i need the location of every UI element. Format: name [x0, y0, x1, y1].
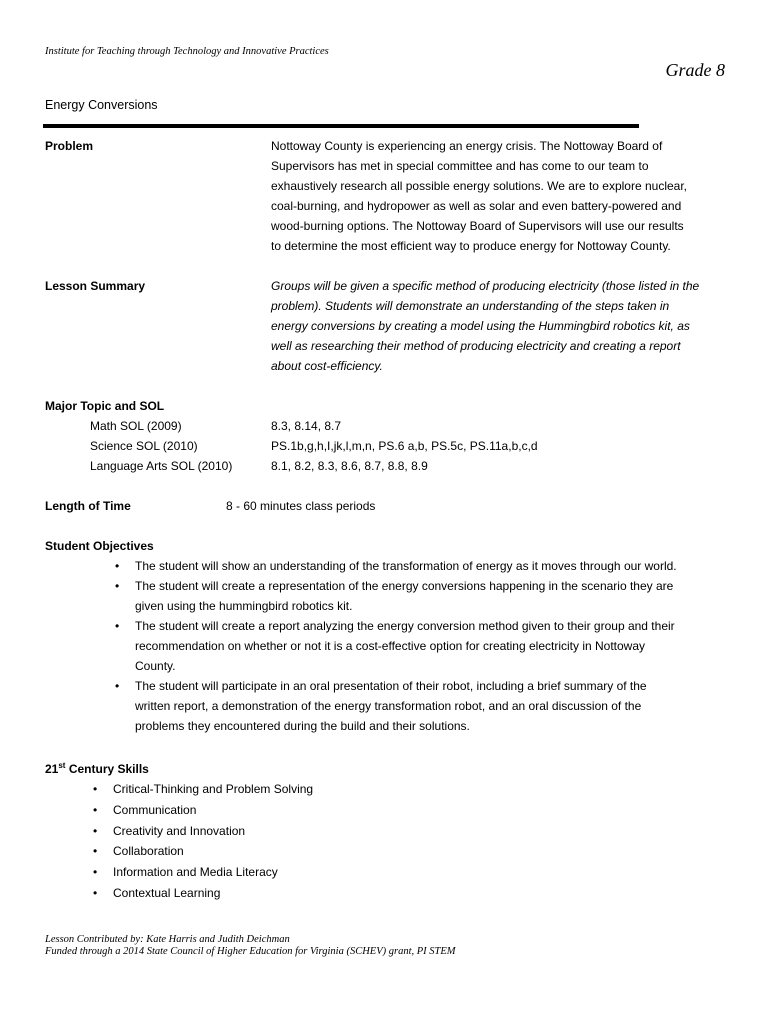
skill-label: Communication [113, 802, 197, 817]
bullet-icon: • [93, 782, 98, 796]
grade-label: Grade 8 [665, 60, 725, 80]
lesson-summary-text [271, 276, 741, 376]
bullet-icon: • [93, 844, 98, 859]
objective-item [115, 556, 725, 576]
science-sol-label: Science SOL (2010) [90, 439, 198, 453]
skill-label: Collaboration [113, 844, 184, 859]
summary-line: Groups will be given a specific method of producing electricity (those listed in the [271, 279, 700, 293]
objective-line: The student will participate in an oral presentation of their robot, including a brief summary of the [135, 679, 647, 693]
skills-list [93, 779, 314, 904]
bullet-icon: • [93, 885, 98, 900]
skill-label: Critical-Thinking and Problem Solving [113, 782, 314, 796]
lesson-title: Energy Conversions [45, 98, 158, 112]
problem-line: Nottoway County is experiencing an energy crisis. The Nottoway Board of [271, 139, 663, 153]
title-divider [43, 124, 639, 128]
bullet-icon: • [115, 579, 120, 593]
problem-line: coal-burning, and hydropower as well as solar and even battery-powered and [271, 199, 682, 213]
skill-item [93, 841, 313, 862]
bullet-icon: • [115, 679, 120, 693]
skill-label: Contextual Learning [113, 885, 221, 900]
objective-line: recommendation on whether or not it is a cost-effective option for creating electricity in Nottoway [135, 639, 646, 653]
objective-item [115, 616, 725, 676]
length-of-time-label: Length of Time [45, 499, 131, 513]
bullet-icon: • [93, 865, 98, 880]
summary-line: problem). Students will demonstrate an understanding of the steps taken in [271, 299, 670, 313]
bullet-icon: • [93, 802, 98, 817]
problem-line: Supervisors has met in special committee and has come to our team to [271, 159, 649, 173]
bullet-icon: • [115, 619, 120, 633]
skill-item [93, 883, 313, 904]
skill-item [93, 800, 313, 821]
skill-item [93, 862, 313, 883]
math-sol-value: 8.3, 8.14, 8.7 [271, 419, 342, 433]
length-of-time-value: 8 - 60 minutes class periods [226, 499, 376, 513]
science-sol-value: PS.1b,g,h,I,jk,l,m,n, PS.6 a,b, PS.5c, PS.11a,b,c,d [271, 439, 538, 453]
objective-line: The student will create a representation of the energy conversions happening in the scenario they are [135, 579, 674, 593]
math-sol-label: Math SOL (2009) [90, 419, 182, 433]
bullet-icon: • [115, 559, 120, 573]
problem-text [271, 136, 741, 256]
summary-line: energy conversions by creating a model using the Hummingbird robotics kit, as [271, 319, 690, 333]
skill-item [93, 779, 314, 800]
institute-header: Institute for Teaching through Technology and Innovative Practices [45, 46, 329, 57]
footer-funded: Funded through a 2014 State Council of Higher Education for Virginia (SCHEV) grant, PI STEM [45, 946, 456, 957]
skill-label: Creativity and Innovation [113, 823, 246, 838]
century-skills-number: 21 [45, 762, 59, 776]
century-skills-heading [45, 761, 149, 776]
summary-line: about cost-efficiency. [271, 359, 383, 373]
century-skills-title: Century Skills [65, 762, 149, 776]
problem-line: wood-burning options. The Nottoway Board of Supervisors will use our results [271, 219, 684, 233]
skill-label: Information and Media Literacy [113, 865, 278, 880]
problem-label: Problem [45, 139, 94, 153]
sol-heading: Major Topic and SOL [45, 399, 165, 413]
footer-contributed: Lesson Contributed by: Kate Harris and Judith Deichman [45, 934, 290, 945]
problem-line: exhaustively research all possible energy solutions. We are to explore nuclear, [271, 179, 688, 193]
objective-item [115, 576, 725, 616]
century-skills-suffix: st [58, 761, 66, 770]
objective-line: The student will create a report analyzing the energy conversion method given to their group and their [135, 619, 675, 633]
summary-line: well as researching their method of producing electricity and creating a report [271, 339, 681, 353]
language-arts-sol-label: Language Arts SOL (2010) [90, 459, 233, 473]
bullet-icon: • [93, 823, 98, 838]
language-arts-sol-value: 8.1, 8.2, 8.3, 8.6, 8.7, 8.8, 8.9 [271, 459, 428, 473]
objectives-list [115, 556, 725, 736]
objective-line: given using the hummingbird robotics kit. [135, 599, 353, 613]
lesson-summary-label: Lesson Summary [45, 279, 146, 293]
student-objectives-heading: Student Objectives [45, 539, 154, 553]
objective-item [115, 676, 725, 736]
problem-line: to determine the most efficient way to produce energy for Nottoway County. [271, 239, 671, 253]
skill-item [93, 821, 313, 842]
objective-line: problems they encountered during the build and their solutions. [135, 719, 470, 733]
objective-line: written report, a demonstration of the energy transformation robot, and an oral discussion of the [135, 699, 642, 713]
objective-line: County. [135, 659, 176, 673]
objective-line: The student will show an understanding of the transformation of energy as it moves through our world. [135, 559, 677, 573]
